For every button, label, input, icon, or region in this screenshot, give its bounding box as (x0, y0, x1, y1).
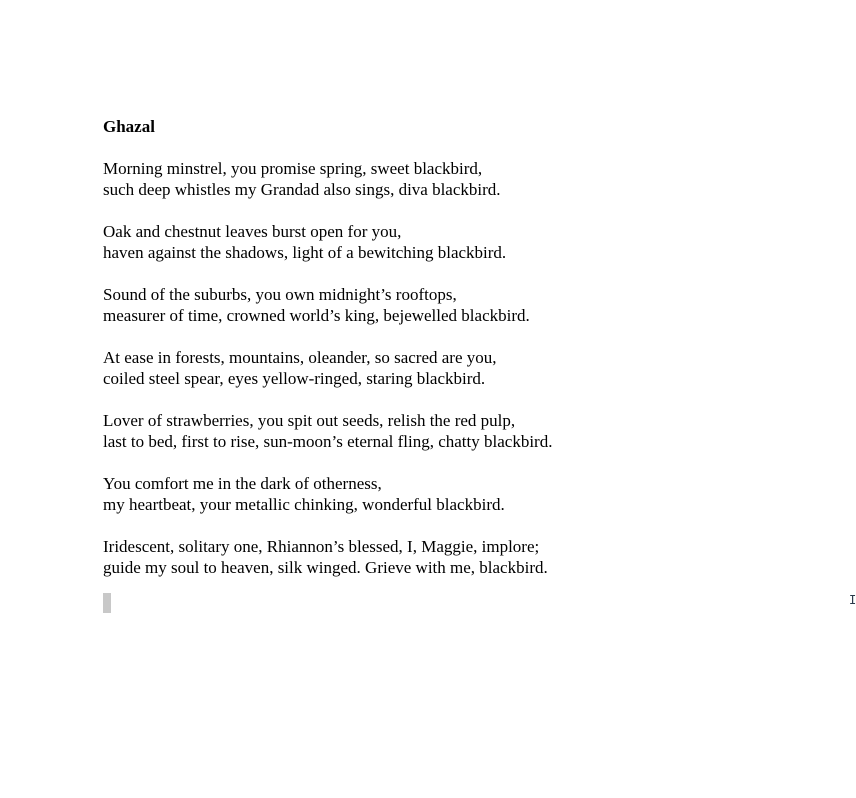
blank-line (103, 326, 803, 347)
blank-line (103, 452, 803, 473)
blank-line (103, 200, 803, 221)
poem-line: coiled steel spear, eyes yellow-ringed, staring blackbird. (103, 369, 486, 388)
stanza-4 (103, 347, 803, 389)
poem-line: my heartbeat, your metallic chinking, wonderful blackbird. (103, 495, 505, 514)
stanza-1 (103, 158, 803, 200)
poem-line: haven against the shadows, light of a bewitching blackbird. (103, 243, 507, 262)
poem-line: Morning minstrel, you promise spring, sweet blackbird, (103, 159, 483, 178)
poem-line: last to bed, first to rise, sun-moon’s eternal fling, chatty blackbird. (103, 432, 553, 451)
stanza-6 (103, 473, 803, 515)
text-cursor-icon[interactable] (103, 593, 111, 613)
ibeam-cursor-icon: I (849, 593, 856, 607)
blank-line (103, 389, 803, 410)
poem (103, 116, 803, 578)
stanza-2 (103, 221, 803, 263)
poem-line: guide my soul to heaven, silk winged. Grieve with me, blackbird. (103, 558, 548, 577)
poem-line: Oak and chestnut leaves burst open for you, (103, 222, 402, 241)
poem-line: You comfort me in the dark of otherness, (103, 474, 382, 493)
poem-title: Ghazal (103, 117, 155, 136)
blank-line (103, 263, 803, 284)
blank-line (103, 137, 803, 158)
stanza-7 (103, 536, 803, 578)
stanza-3 (103, 284, 803, 326)
poem-line: At ease in forests, mountains, oleander, so sacred are you, (103, 348, 497, 367)
poem-line: measurer of time, crowned world’s king, bejewelled blackbird. (103, 306, 530, 325)
poem-line: Iridescent, solitary one, Rhiannon’s blessed, I, Maggie, implore; (103, 537, 540, 556)
stanza-5 (103, 410, 803, 452)
poem-line: such deep whistles my Grandad also sings, diva blackbird. (103, 180, 501, 199)
blank-line (103, 515, 803, 536)
poem-line: Sound of the suburbs, you own midnight’s rooftops, (103, 285, 457, 304)
poem-line: Lover of strawberries, you spit out seeds, relish the red pulp, (103, 411, 516, 430)
